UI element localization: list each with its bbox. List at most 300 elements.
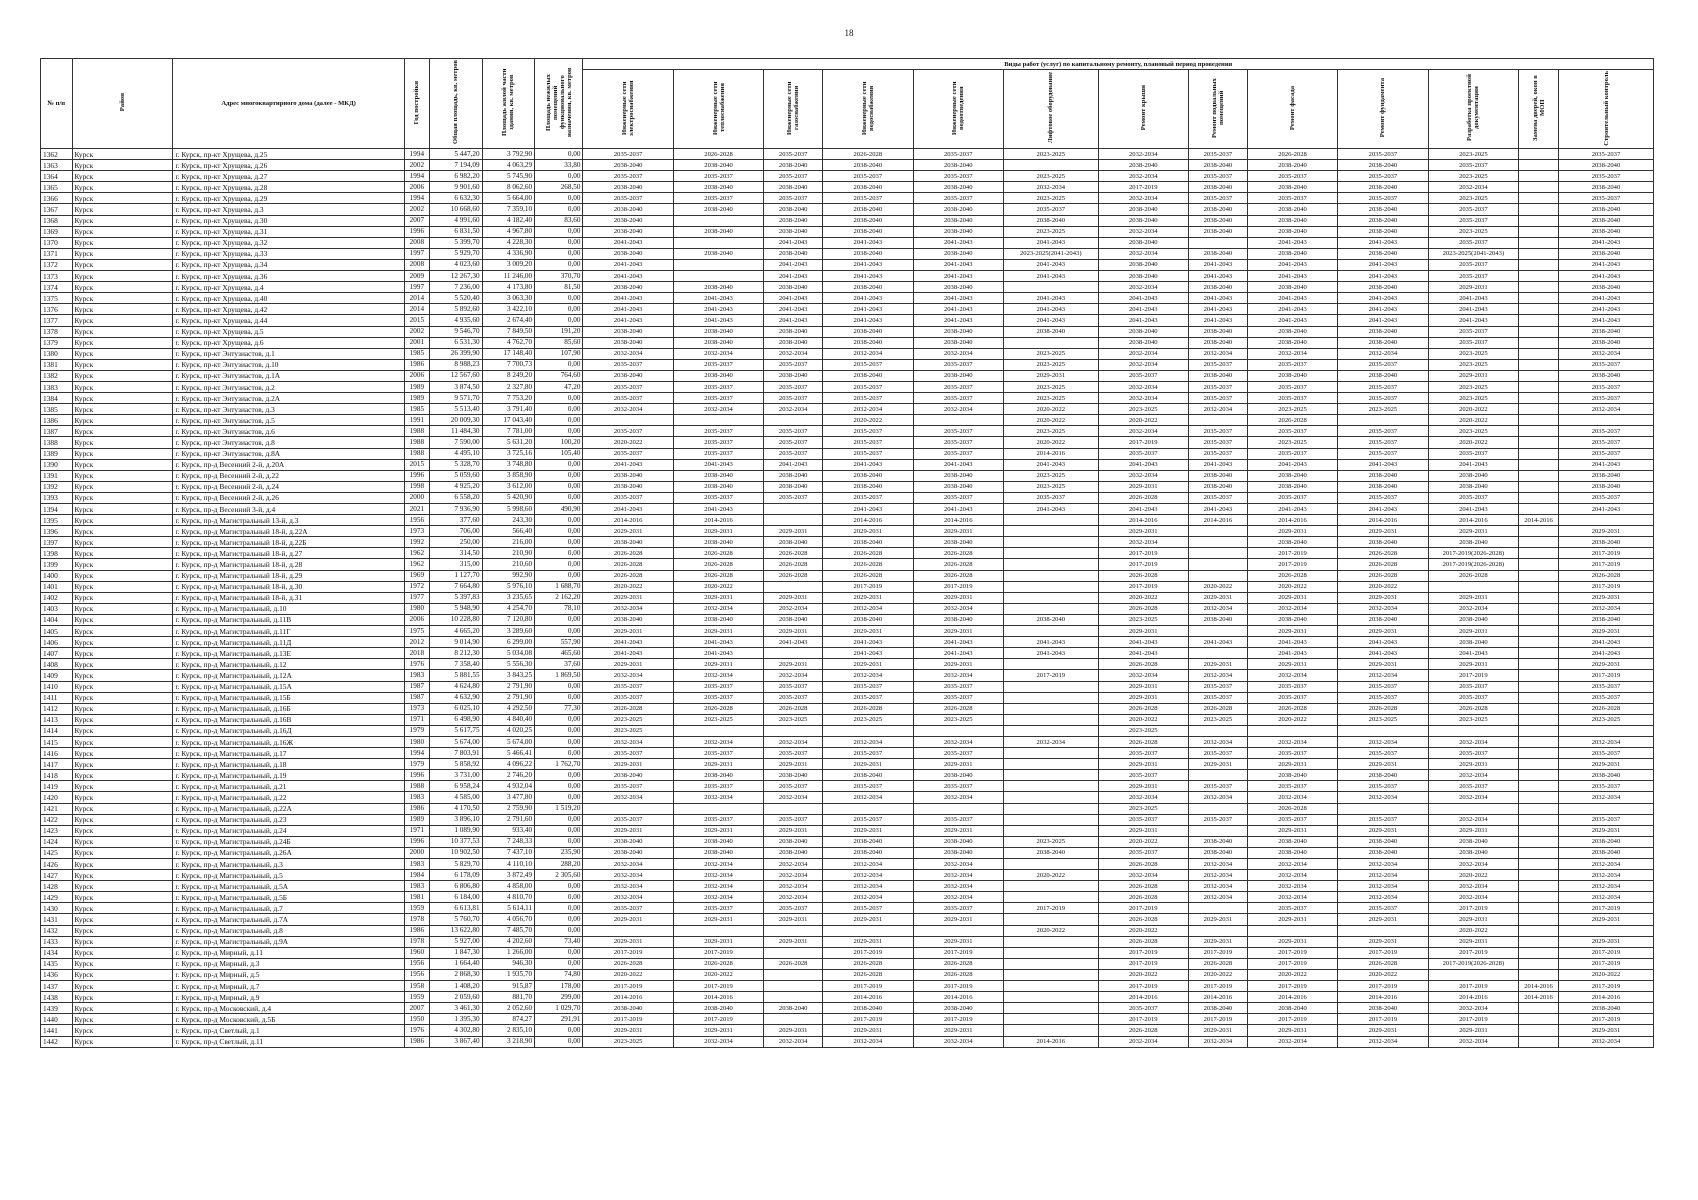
table-cell: 2001 bbox=[404, 337, 429, 348]
table-cell: 2014 bbox=[404, 293, 429, 304]
table-cell: 2035-2037 bbox=[913, 381, 1003, 392]
table-cell: 2020-2022 bbox=[1338, 581, 1428, 592]
table-cell: 8 249,20 bbox=[482, 370, 535, 381]
table-cell: 2020-2022 bbox=[1003, 404, 1098, 415]
table-cell: 26 399,90 bbox=[429, 348, 482, 359]
table-cell: 2038-2040 bbox=[1247, 481, 1337, 492]
table-cell: 2017-2019 bbox=[1098, 947, 1188, 958]
table-cell: 2032-2034 bbox=[913, 603, 1003, 614]
table-cell: 1391 bbox=[41, 470, 73, 481]
table-cell: 2035-2037 bbox=[583, 781, 673, 792]
table-cell: 2038-2040 bbox=[764, 337, 823, 348]
table-cell: 2018 bbox=[404, 648, 429, 659]
table-cell bbox=[1003, 781, 1098, 792]
table-cell: 2032-2034 bbox=[583, 892, 673, 903]
table-cell: 2029-2031 bbox=[1098, 526, 1188, 537]
table-cell: г. Курск, пр-д Светлый, д.11 bbox=[173, 1036, 404, 1047]
table-cell: 2041-2043 bbox=[583, 648, 673, 659]
table-cell bbox=[1003, 581, 1098, 592]
table-cell: 2032-2034 bbox=[1428, 892, 1518, 903]
table-cell: Курск bbox=[72, 992, 173, 1003]
table-cell: 1992 bbox=[404, 537, 429, 548]
table-cell: 1363 bbox=[41, 160, 73, 171]
table-cell: 2029-2031 bbox=[1338, 759, 1428, 770]
table-cell: 2035-2037 bbox=[1559, 692, 1654, 703]
table-cell: 2035-2037 bbox=[673, 381, 763, 392]
table-cell bbox=[764, 981, 823, 992]
table-cell: 2032-2034 bbox=[1003, 182, 1098, 193]
table-cell: 2041-2043 bbox=[1559, 315, 1654, 326]
table-cell bbox=[673, 237, 763, 248]
table-cell: 2032-2034 bbox=[913, 881, 1003, 892]
table-cell: г. Курск, пр-кт Хрущева, д.42 bbox=[173, 304, 404, 315]
table-cell: 4 967,80 bbox=[482, 226, 535, 237]
table-cell: 20 009,30 bbox=[429, 415, 482, 426]
table-cell: 2020-2022 bbox=[1428, 404, 1518, 415]
table-cell: 12 567,60 bbox=[429, 370, 482, 381]
table-cell: 1956 bbox=[404, 515, 429, 526]
table-cell: 2029-2031 bbox=[583, 659, 673, 670]
table-cell: 2038-2040 bbox=[1247, 470, 1337, 481]
table-cell bbox=[1519, 626, 1559, 637]
table-cell: 1432 bbox=[41, 925, 73, 936]
table-cell: 1405 bbox=[41, 626, 73, 637]
table-cell: 2 059,60 bbox=[429, 992, 482, 1003]
table-cell: г. Курск, пр-д Мирный, д.11 bbox=[173, 947, 404, 958]
table-cell: г. Курск, пр-кт Энтузиастов, д.1 bbox=[173, 348, 404, 359]
table-cell: г. Курск, пр-кт Энтузиастов, д.6 bbox=[173, 426, 404, 437]
table-cell: 2038-2040 bbox=[583, 614, 673, 625]
table-cell: 2041-2043 bbox=[913, 237, 1003, 248]
table-cell: 2017-2019 bbox=[1428, 1014, 1518, 1025]
table-cell: 2035-2037 bbox=[1428, 204, 1518, 215]
table-cell: 78,10 bbox=[535, 603, 583, 614]
table-cell: 2032-2034 bbox=[1428, 603, 1518, 614]
table-cell: 2017-2019 bbox=[1098, 548, 1188, 559]
table-cell: 0,00 bbox=[535, 692, 583, 703]
table-cell: 2035-2037 bbox=[1098, 847, 1188, 858]
table-cell: 1997 bbox=[404, 248, 429, 259]
table-cell bbox=[1519, 714, 1559, 725]
table-row bbox=[41, 847, 1654, 858]
table-cell: 2038-2040 bbox=[1559, 470, 1654, 481]
table-row bbox=[41, 237, 1654, 248]
table-cell: 299,00 bbox=[535, 992, 583, 1003]
table-cell: г. Курск, пр-кт Энтузиастов, д.8 bbox=[173, 437, 404, 448]
table-cell: 2032-2034 bbox=[1098, 670, 1188, 681]
table-cell: 764,60 bbox=[535, 370, 583, 381]
table-cell bbox=[764, 1014, 823, 1025]
table-cell: 17 043,40 bbox=[482, 415, 535, 426]
header-works-group: Виды работ (услуг) по капитальному ремонту, плановый период проведения bbox=[583, 59, 1654, 70]
table-cell: 4 762,70 bbox=[482, 337, 535, 348]
table-cell: 2014-2016 bbox=[1428, 992, 1518, 1003]
table-row bbox=[41, 193, 1654, 204]
table-cell: 2035-2037 bbox=[583, 381, 673, 392]
table-cell: 1 688,70 bbox=[535, 581, 583, 592]
table-cell: 3 731,00 bbox=[429, 770, 482, 781]
table-row bbox=[41, 969, 1654, 980]
table-cell: 2032-2034 bbox=[823, 881, 913, 892]
table-cell: 10 902,50 bbox=[429, 847, 482, 858]
table-cell: 4 182,40 bbox=[482, 215, 535, 226]
table-cell bbox=[1188, 237, 1247, 248]
table-cell bbox=[913, 725, 1003, 736]
table-cell bbox=[913, 415, 1003, 426]
table-cell bbox=[1519, 315, 1559, 326]
table-cell: 0,00 bbox=[535, 304, 583, 315]
table-cell: 1975 bbox=[404, 626, 429, 637]
table-cell: 1983 bbox=[404, 881, 429, 892]
table-cell: 1 935,70 bbox=[482, 969, 535, 980]
table-cell: 2026-2028 bbox=[1428, 570, 1518, 581]
table-cell bbox=[1519, 881, 1559, 892]
table-cell: 1412 bbox=[41, 703, 73, 714]
table-cell: 2035-2037 bbox=[673, 426, 763, 437]
table-cell: 2035-2037 bbox=[764, 381, 823, 392]
table-cell: 2035-2037 bbox=[1338, 492, 1428, 503]
table-cell: 2041-2043 bbox=[1559, 304, 1654, 315]
table-cell: г. Курск, пр-д Весенний 2-й, д.24 bbox=[173, 481, 404, 492]
table-cell: 2038-2040 bbox=[764, 204, 823, 215]
table-cell: Курск bbox=[72, 859, 173, 870]
table-cell: 2023-2025 bbox=[1428, 171, 1518, 182]
table-cell bbox=[673, 271, 763, 282]
table-cell bbox=[1559, 515, 1654, 526]
table-cell: 2026-2028 bbox=[583, 559, 673, 570]
table-cell: г. Курск, пр-кт Хрущева, д.36 bbox=[173, 271, 404, 282]
table-cell: 2026-2028 bbox=[583, 703, 673, 714]
table-cell: г. Курск, пр-д Магистральный, д.12 bbox=[173, 659, 404, 670]
header-address: Адрес многоквартирного дома (далее - МКД) bbox=[173, 59, 404, 149]
table-cell: 2035-2037 bbox=[913, 437, 1003, 448]
table-cell: 2017-2019 bbox=[1559, 548, 1654, 559]
table-cell: 2032-2034 bbox=[1428, 881, 1518, 892]
table-cell: 2026-2028 bbox=[764, 958, 823, 969]
table-cell: Курск bbox=[72, 548, 173, 559]
table-cell: 1959 bbox=[404, 903, 429, 914]
table-cell bbox=[1519, 637, 1559, 648]
table-cell: 1962 bbox=[404, 559, 429, 570]
table-cell: 2017-2019 bbox=[673, 1014, 763, 1025]
table-cell: 2023-2025 bbox=[1428, 359, 1518, 370]
table-cell: 4 336,90 bbox=[482, 248, 535, 259]
table-cell: 8 988,23 bbox=[429, 359, 482, 370]
table-cell: 2023-2025 bbox=[1098, 614, 1188, 625]
table-cell: Курск bbox=[72, 504, 173, 515]
table-cell: 2038-2040 bbox=[823, 282, 913, 293]
table-cell: 2038-2040 bbox=[1247, 326, 1337, 337]
table-cell: 1382 bbox=[41, 370, 73, 381]
table-cell: Курск bbox=[72, 958, 173, 969]
table-cell: 2023-2025 bbox=[1003, 149, 1098, 160]
table-cell: 2026-2028 bbox=[1338, 570, 1428, 581]
table-cell: 2 327,80 bbox=[482, 381, 535, 392]
table-cell: 2038-2040 bbox=[823, 204, 913, 215]
table-cell: 2029-2031 bbox=[583, 759, 673, 770]
table-cell: 2032-2034 bbox=[1559, 348, 1654, 359]
table-cell: Курск bbox=[72, 149, 173, 160]
table-cell: 2029-2031 bbox=[823, 759, 913, 770]
table-cell: 1415 bbox=[41, 736, 73, 747]
table-cell: 1985 bbox=[404, 348, 429, 359]
table-cell: 2038-2040 bbox=[764, 847, 823, 858]
table-cell: 2038-2040 bbox=[1188, 215, 1247, 226]
table-cell: 2029-2031 bbox=[764, 914, 823, 925]
table-cell: 2020-2022 bbox=[1428, 415, 1518, 426]
table-cell: 2038-2040 bbox=[673, 481, 763, 492]
table-cell: 5 829,70 bbox=[429, 859, 482, 870]
header-living-area: Площадь жилой части здания, кв. метров bbox=[482, 59, 535, 149]
table-row bbox=[41, 304, 1654, 315]
table-cell: 2038-2040 bbox=[913, 836, 1003, 847]
table-cell bbox=[1188, 537, 1247, 548]
table-cell: 2 791,60 bbox=[482, 814, 535, 825]
table-cell: 1406 bbox=[41, 637, 73, 648]
table-cell bbox=[1188, 803, 1247, 814]
table-cell: 2038-2040 bbox=[1338, 470, 1428, 481]
table-row bbox=[41, 537, 1654, 548]
table-cell: 1373 bbox=[41, 271, 73, 282]
table-cell: г. Курск, пр-д Магистральный, д.11В bbox=[173, 614, 404, 625]
table-cell: 2038-2040 bbox=[1247, 215, 1337, 226]
table-cell: 2032-2034 bbox=[1428, 1003, 1518, 1014]
table-cell: 2032-2034 bbox=[1428, 736, 1518, 747]
table-cell: г. Курск, пр-д Магистральный 13-й, д.3 bbox=[173, 515, 404, 526]
table-cell: 9 901,60 bbox=[429, 182, 482, 193]
table-cell: 2000 bbox=[404, 492, 429, 503]
table-cell: 1 519,20 bbox=[535, 803, 583, 814]
table-cell: 1429 bbox=[41, 892, 73, 903]
table-row bbox=[41, 859, 1654, 870]
table-cell: 2038-2040 bbox=[764, 248, 823, 259]
table-cell: 2026-2028 bbox=[1098, 736, 1188, 747]
table-cell: 2035-2037 bbox=[583, 903, 673, 914]
table-cell: Курск bbox=[72, 881, 173, 892]
table-cell: Курск bbox=[72, 1025, 173, 1036]
table-cell bbox=[1003, 626, 1098, 637]
table-cell: 2035-2037 bbox=[913, 692, 1003, 703]
table-cell: 1413 bbox=[41, 714, 73, 725]
table-cell: 2017-2019 bbox=[1559, 1014, 1654, 1025]
table-cell: 2032-2034 bbox=[823, 404, 913, 415]
table-cell: 2032-2034 bbox=[1098, 470, 1188, 481]
table-cell: 2041-2043 bbox=[1098, 648, 1188, 659]
table-cell: 2020-2022 bbox=[1559, 969, 1654, 980]
table-row bbox=[41, 1003, 1654, 1014]
table-cell: 2038-2040 bbox=[1559, 370, 1654, 381]
table-cell bbox=[1519, 859, 1559, 870]
table-cell: 2035-2037 bbox=[1338, 781, 1428, 792]
table-cell: 2038-2040 bbox=[764, 537, 823, 548]
table-cell: 1996 bbox=[404, 770, 429, 781]
table-cell: Курск bbox=[72, 836, 173, 847]
table-cell: 7 590,00 bbox=[429, 437, 482, 448]
table-cell: 2035-2037 bbox=[1247, 814, 1337, 825]
table-cell: 2032-2034 bbox=[1338, 348, 1428, 359]
table-cell bbox=[1519, 836, 1559, 847]
table-cell: 2038-2040 bbox=[1559, 337, 1654, 348]
table-cell: Курск bbox=[72, 714, 173, 725]
table-cell: 1397 bbox=[41, 537, 73, 548]
table-cell: 2035-2037 bbox=[1428, 326, 1518, 337]
table-cell: 2038-2040 bbox=[673, 326, 763, 337]
table-cell: 706,00 bbox=[429, 526, 482, 537]
table-cell bbox=[1519, 470, 1559, 481]
table-cell: 2035-2037 bbox=[1559, 781, 1654, 792]
table-cell: 2035-2037 bbox=[913, 426, 1003, 437]
table-cell bbox=[1519, 781, 1559, 792]
table-row bbox=[41, 825, 1654, 836]
table-cell: 2041-2043 bbox=[1338, 293, 1428, 304]
table-cell: г. Курск, пр-д Магистральный 18-й, д.22Б bbox=[173, 537, 404, 548]
table-cell: 2029-2031 bbox=[1338, 936, 1428, 947]
table-cell: 2026-2028 bbox=[673, 570, 763, 581]
table-cell: Курск bbox=[72, 415, 173, 426]
table-cell bbox=[1519, 282, 1559, 293]
table-cell: 2038-2040 bbox=[1338, 1003, 1428, 1014]
table-cell: 1980 bbox=[404, 603, 429, 614]
table-cell bbox=[1188, 526, 1247, 537]
table-cell: 1390 bbox=[41, 459, 73, 470]
table-cell: 2038-2040 bbox=[1188, 470, 1247, 481]
table-cell: 2032-2034 bbox=[1188, 870, 1247, 881]
table-cell: г. Курск, пр-д Весенний 2-й, д.22 bbox=[173, 470, 404, 481]
table-cell: 2029-2031 bbox=[1428, 1025, 1518, 1036]
table-cell: 2035-2037 bbox=[1247, 448, 1337, 459]
table-cell: 0,00 bbox=[535, 748, 583, 759]
table-cell: 2035-2037 bbox=[1188, 171, 1247, 182]
table-cell: 2020-2022 bbox=[1098, 415, 1188, 426]
table-cell: 2041-2043 bbox=[1559, 237, 1654, 248]
table-cell: Курск bbox=[72, 814, 173, 825]
table-cell: 2032-2034 bbox=[673, 892, 763, 903]
table-cell: 2023-2025 bbox=[1003, 836, 1098, 847]
table-cell: 0,00 bbox=[535, 293, 583, 304]
table-cell: 2041-2043 bbox=[583, 237, 673, 248]
table-cell: 2032-2034 bbox=[913, 1036, 1003, 1047]
table-cell: 2035-2037 bbox=[673, 781, 763, 792]
table-cell: г. Курск, пр-кт Хрущева, д.3 bbox=[173, 204, 404, 215]
table-row bbox=[41, 437, 1654, 448]
table-cell: г. Курск, пр-кт Хрущева, д.34 bbox=[173, 259, 404, 270]
table-cell: 0,00 bbox=[535, 526, 583, 537]
table-cell: 2029-2031 bbox=[1428, 825, 1518, 836]
table-cell: 2007 bbox=[404, 1003, 429, 1014]
table-cell: 2038-2040 bbox=[1003, 215, 1098, 226]
table-cell: 243,30 bbox=[482, 515, 535, 526]
table-cell: 2021 bbox=[404, 504, 429, 515]
table-cell: 1392 bbox=[41, 481, 73, 492]
table-cell: 2017-2019 bbox=[1428, 981, 1518, 992]
table-cell bbox=[1519, 559, 1559, 570]
table-cell: 2038-2040 bbox=[764, 226, 823, 237]
table-cell: 2017-2019 bbox=[823, 581, 913, 592]
table-cell: 2038-2040 bbox=[1338, 215, 1428, 226]
table-cell: г. Курск, пр-д Магистральный, д.9А bbox=[173, 936, 404, 947]
table-cell: 2038-2040 bbox=[1188, 847, 1247, 858]
table-cell: 2017-2019 bbox=[1098, 958, 1188, 969]
table-row bbox=[41, 681, 1654, 692]
table-cell: 2029-2031 bbox=[583, 825, 673, 836]
table-cell: 2032-2034 bbox=[913, 348, 1003, 359]
table-cell: 1989 bbox=[404, 381, 429, 392]
table-cell: 2038-2040 bbox=[1428, 537, 1518, 548]
table-cell bbox=[1519, 570, 1559, 581]
table-cell: 2029-2031 bbox=[673, 1025, 763, 1036]
table-cell: 291,91 bbox=[535, 1014, 583, 1025]
table-cell: 1 089,90 bbox=[429, 825, 482, 836]
table-cell: 2035-2037 bbox=[1559, 448, 1654, 459]
table-cell: 2026-2028 bbox=[1098, 603, 1188, 614]
table-cell: 2038-2040 bbox=[1338, 226, 1428, 237]
table-cell bbox=[1003, 1025, 1098, 1036]
table-row bbox=[41, 337, 1654, 348]
table-cell: 2041-2043 bbox=[583, 293, 673, 304]
table-cell: 2023-2025 bbox=[1003, 393, 1098, 404]
table-cell: 2032-2034 bbox=[1188, 859, 1247, 870]
table-cell: 1 869,50 bbox=[535, 670, 583, 681]
table-cell: Курск bbox=[72, 381, 173, 392]
table-cell: 2038-2040 bbox=[1559, 226, 1654, 237]
table-cell: 2017-2019 bbox=[673, 981, 763, 992]
table-cell: 1428 bbox=[41, 881, 73, 892]
table-cell bbox=[1519, 903, 1559, 914]
table-cell: 2029-2031 bbox=[1428, 592, 1518, 603]
table-cell: 2029-2031 bbox=[823, 592, 913, 603]
table-cell: 2038-2040 bbox=[1003, 614, 1098, 625]
table-cell: 2017-2019 bbox=[823, 1014, 913, 1025]
table-cell: 1988 bbox=[404, 448, 429, 459]
table-cell: 2029-2031 bbox=[583, 936, 673, 947]
table-row bbox=[41, 626, 1654, 637]
table-cell: 10 228,80 bbox=[429, 614, 482, 625]
table-cell: 2038-2040 bbox=[823, 248, 913, 259]
header-nonres-area: Площадь нежилых помещений функционального назначения, кв. метров bbox=[535, 59, 583, 149]
table-cell: 4 170,50 bbox=[429, 803, 482, 814]
table-cell: 5 420,90 bbox=[482, 492, 535, 503]
table-cell bbox=[1338, 803, 1428, 814]
table-cell: 2041-2043 bbox=[1188, 504, 1247, 515]
table-cell: 2035-2037 bbox=[673, 437, 763, 448]
table-cell: 2023-2025 bbox=[1428, 149, 1518, 160]
table-cell bbox=[1519, 215, 1559, 226]
table-cell: 3 422,10 bbox=[482, 304, 535, 315]
table-cell: Курск bbox=[72, 271, 173, 282]
table-cell bbox=[1519, 481, 1559, 492]
table-cell: 2038-2040 bbox=[823, 1003, 913, 1014]
table-cell: 2026-2028 bbox=[823, 149, 913, 160]
table-cell: 2038-2040 bbox=[823, 370, 913, 381]
table-cell: 2035-2037 bbox=[1559, 437, 1654, 448]
table-cell: 2020-2022 bbox=[1428, 925, 1518, 936]
table-cell: 2035-2037 bbox=[823, 448, 913, 459]
table-cell bbox=[673, 259, 763, 270]
table-cell: 2014-2016 bbox=[1098, 992, 1188, 1003]
header-work-2: Инженерные сети газоснабжения bbox=[764, 70, 823, 149]
table-cell: 2032-2034 bbox=[1247, 792, 1337, 803]
table-cell: 5 976,10 bbox=[482, 581, 535, 592]
table-cell: 566,40 bbox=[482, 526, 535, 537]
table-cell: 2038-2040 bbox=[1247, 370, 1337, 381]
table-row bbox=[41, 282, 1654, 293]
table-cell: 1368 bbox=[41, 215, 73, 226]
table-cell: 2038-2040 bbox=[913, 537, 1003, 548]
table-cell: 2026-2028 bbox=[1559, 703, 1654, 714]
table-cell: 0,00 bbox=[535, 470, 583, 481]
table-cell: 2032-2034 bbox=[823, 603, 913, 614]
table-row bbox=[41, 981, 1654, 992]
